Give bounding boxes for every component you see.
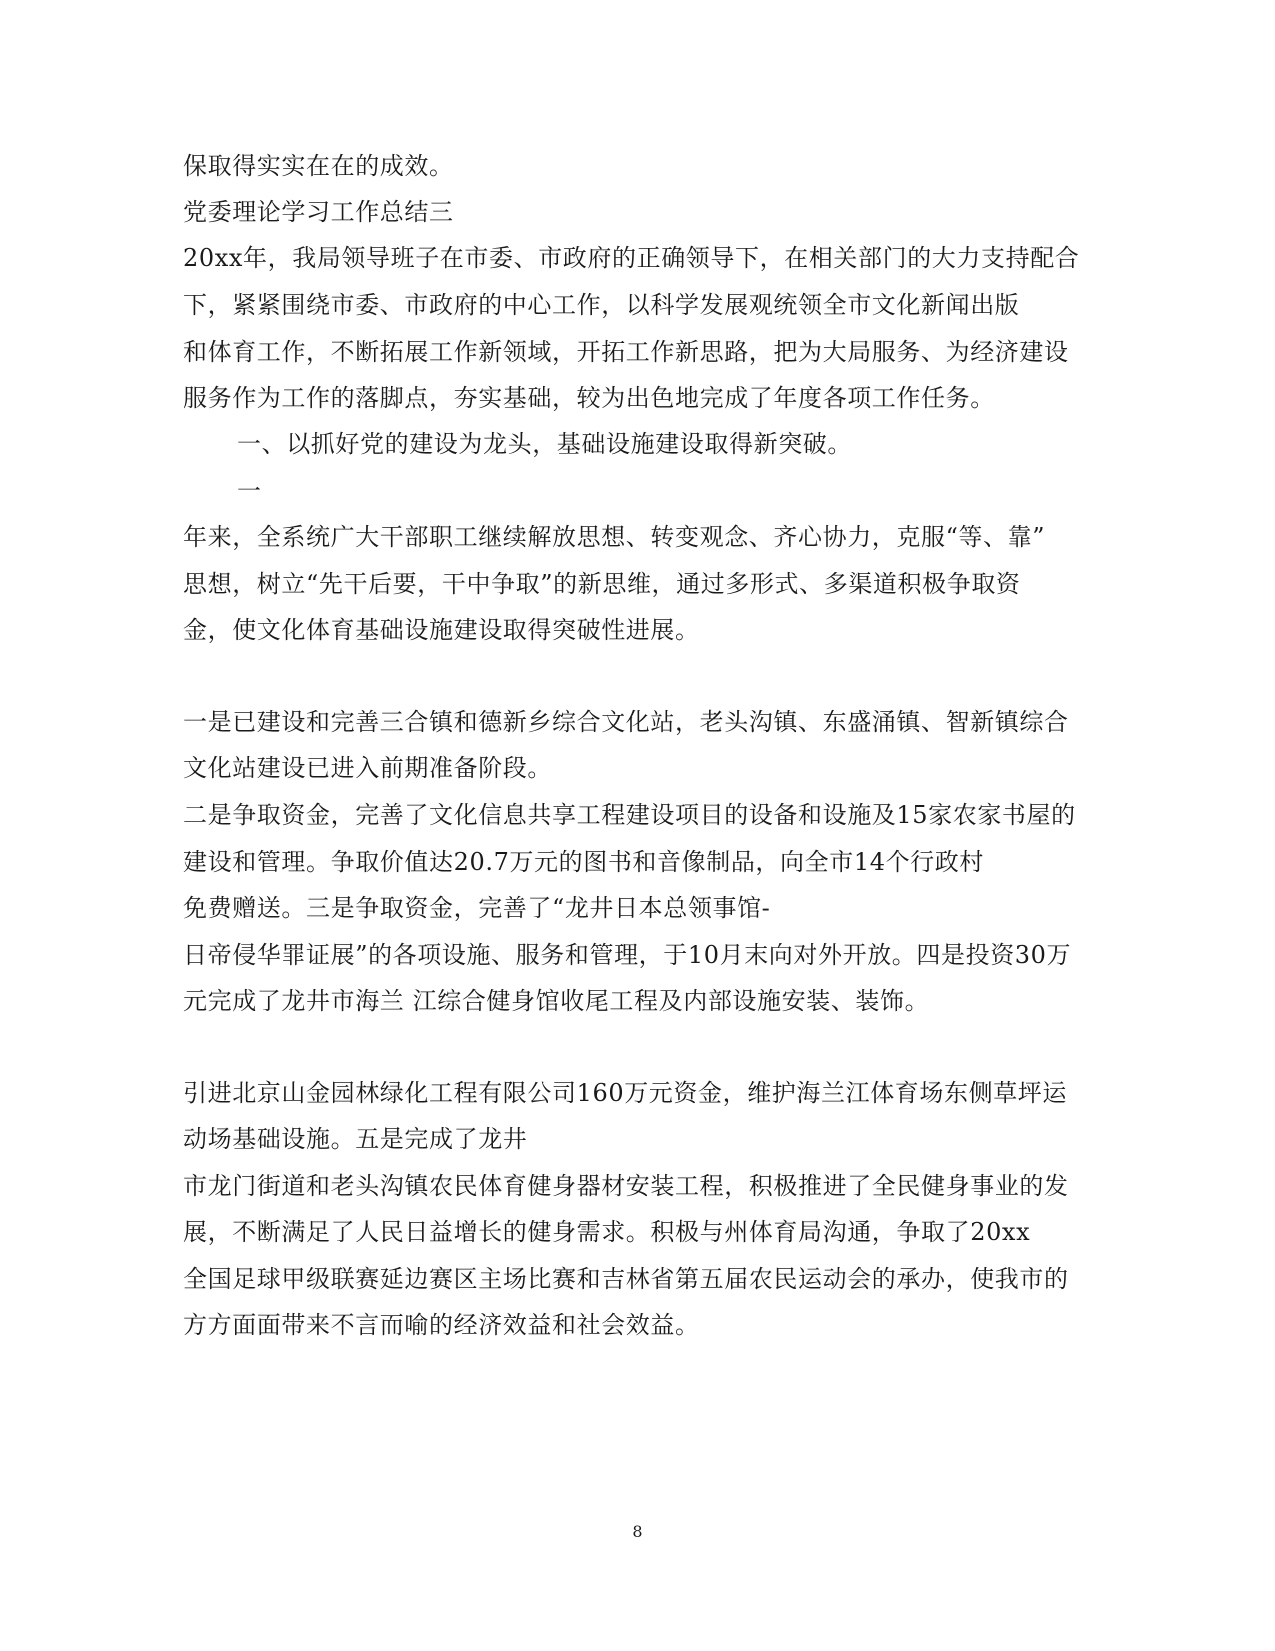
- text-line: 20xx年，我局领导班子在市委、市政府的正确领导下，在相关部门的大力支持配合: [183, 244, 1080, 272]
- subsection-heading: 一、以抓好党的建设为龙头，基础设施建设取得新突破。: [237, 430, 852, 458]
- text-line: 服务作为工作的落脚点，夯实基础，较为出色地完成了年度各项工作任务。: [183, 384, 995, 412]
- text-line: 年来，全系统广大干部职工继续解放思想、转变观念、齐心协力，克服“等、靠”: [183, 523, 1046, 551]
- text-line: 二是争取资金，完善了文化信息共享工程建设项目的设备和设施及15家农家书屋的: [183, 801, 1076, 829]
- text-line: 思想，树立“先干后要，干中争取”的新思维，通过多形式、多渠道积极争取资: [183, 570, 1021, 598]
- text-line: 市龙门街道和老头沟镇农民体育健身器材安装工程，积极推进了全民健身事业的发: [183, 1172, 1069, 1200]
- text-line: 引进北京山金园林绿化工程有限公司160万元资金，维护海兰江体育场东侧草坪运: [183, 1079, 1068, 1107]
- text-line: 元完成了龙井市海兰 江综合健身馆收尾工程及内部设施安装、装饰。: [183, 987, 930, 1015]
- page-number: 8: [632, 1522, 643, 1541]
- section-heading: 党委理论学习工作总结三: [183, 198, 454, 226]
- text-line: 和体育工作，不断拓展工作新领域，开拓工作新思路，把为大局服务、为经济建设: [183, 338, 1069, 366]
- text-line: 建设和管理。争取价值达20.7万元的图书和音像制品，向全市14个行政村: [183, 848, 984, 876]
- text-line: 一: [237, 477, 262, 505]
- text-line: 动场基础设施。五是完成了龙井: [183, 1125, 528, 1153]
- text-line: 全国足球甲级联赛延边赛区主场比赛和吉林省第五届农民运动会的承办，使我市的: [183, 1265, 1069, 1293]
- text-line: 文化站建设已进入前期准备阶段。: [183, 754, 552, 782]
- text-line: 免费赠送。三是争取资金，完善了“龙井日本总领事馆-: [183, 894, 771, 922]
- text-line: 方方面面带来不言而喻的经济效益和社会效益。: [183, 1311, 700, 1339]
- text-line: 金，使文化体育基础设施建设取得突破性进展。: [183, 616, 700, 644]
- text-line: 保取得实实在在的成效。: [183, 152, 454, 180]
- text-line: 一是已建设和完善三合镇和德新乡综合文化站，老头沟镇、东盛涌镇、智新镇综合: [183, 708, 1069, 736]
- text-line: 日帝侵华罪证展”的各项设施、服务和管理，于10月末向对外开放。四是投资30万: [183, 941, 1072, 969]
- text-line: 下，紧紧围绕市委、市政府的中心工作，以科学发展观统领全市文化新闻出版: [183, 291, 1020, 319]
- text-line: 展，不断满足了人民日益增长的健身需求。积极与州体育局沟通，争取了20xx: [183, 1218, 1031, 1246]
